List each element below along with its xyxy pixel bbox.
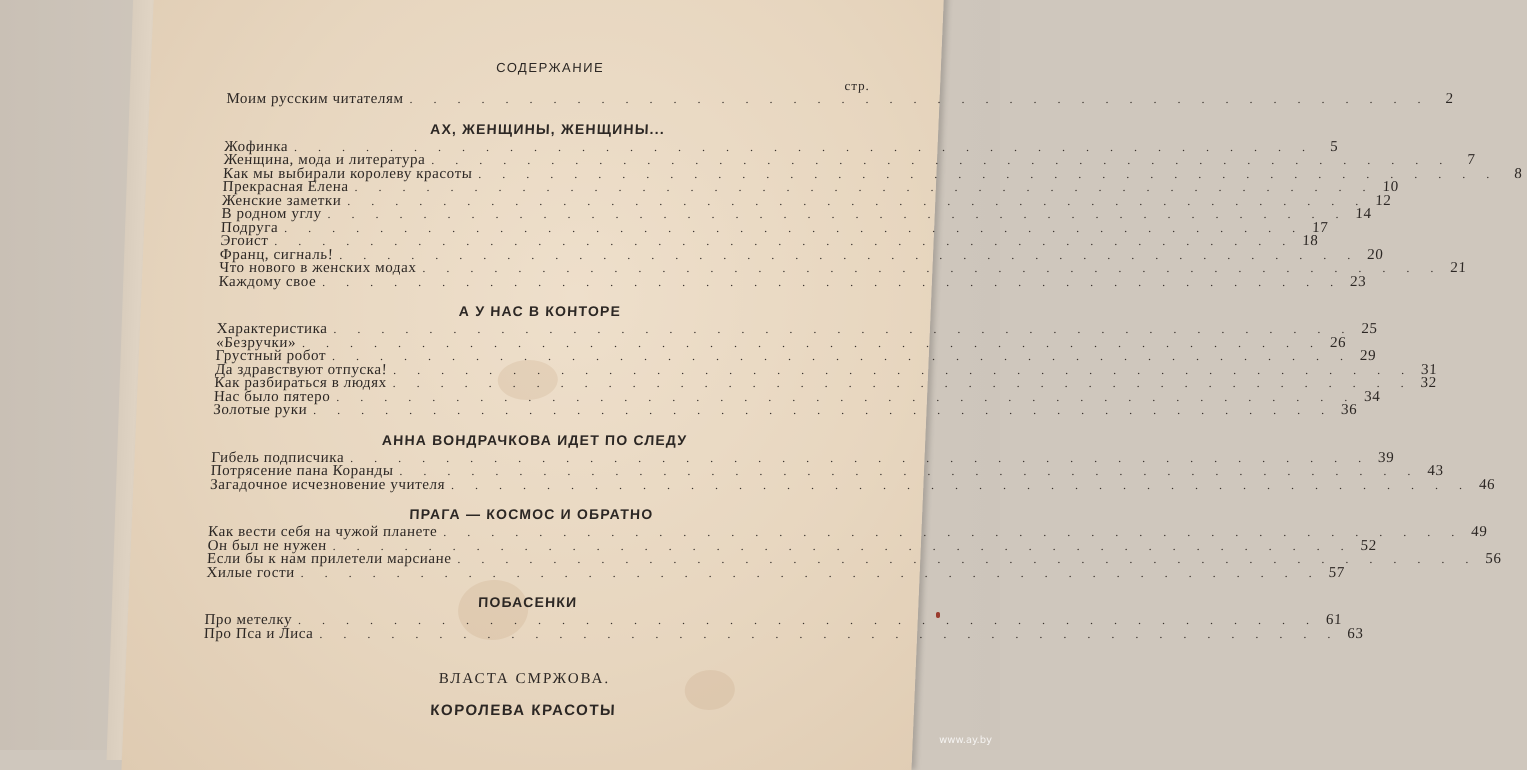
- entry-title: Да здравствуют отпуска!: [214, 361, 388, 378]
- leader-dots: . . . . . . . . . . . . . . . . . . . . . . . . . . . . . . . . . . . . . . . . . . .: [297, 613, 1319, 627]
- toc-heading: СОДЕРЖАНИЕ: [495, 60, 605, 75]
- toc-entry[interactable]: [212, 402, 1358, 418]
- entry-page: 18: [1301, 233, 1319, 249]
- leader-dots: . . . . . . . . . . . . . . . . . . . . . . . . . . . . . . . . . . . . . . . . . . .: [327, 207, 1348, 221]
- entry-title: Нас было пятеро: [213, 388, 331, 405]
- entry-title: В родном углу: [221, 206, 323, 222]
- toc-entry[interactable]: [206, 551, 1502, 567]
- entry-page: 39: [1377, 449, 1395, 466]
- leader-dots: . . . . . . . . . . . . . . . . . . . . . . . . . . . . . . . . . . . . . . . . . . .: [392, 376, 1414, 390]
- entry-page: 29: [1359, 348, 1377, 364]
- entry-page: 49: [1470, 524, 1488, 540]
- leader-dots: . . . . . . . . . . . . . . . . . . . . . . . . . . . . . . . . . . . . . . . . . . .: [399, 464, 1420, 478]
- leader-dots: . . . . . . . . . . . . . . . . . . . . . . . . . . . . . . . . . . . . . . . . . . .: [450, 477, 1472, 492]
- leader-dots: . . . . . . . . . . . . . . . . . . . . . . . . . . . . . . . . . . . . . . . . . . .: [339, 247, 1360, 262]
- entry-title: Про метелку: [204, 612, 293, 628]
- entry-page: 26: [1329, 334, 1347, 351]
- entry-title: Потрясение пана Коранды: [210, 463, 394, 479]
- toc-entry[interactable]: [206, 564, 1346, 581]
- entry-title: Он был не нужен: [207, 537, 328, 554]
- entry-title: Женские заметки: [221, 192, 342, 209]
- leader-dots: . . . . . . . . . . . . . . . . . . . . . . . . . . . . . . . . . . . . . . . . . . .: [274, 234, 1295, 248]
- entry-page: 12: [1374, 192, 1392, 209]
- entry-page: 57: [1328, 564, 1346, 581]
- entry-page: 5: [1329, 138, 1339, 155]
- entry-page: 43: [1427, 463, 1444, 479]
- entry-title: Женщина, мода и литература: [223, 152, 426, 168]
- page-column-label: стр.: [844, 78, 871, 93]
- entry-title: Хилые гости: [206, 564, 296, 581]
- entry-title: Что нового в женских модах: [218, 260, 417, 276]
- leader-dots: . . . . . . . . . . . . . . . . . . . . . . . . . . . . . . . . . . . . . . . . . . .: [431, 153, 1452, 167]
- section-title: А У НАС В КОНТОРЕ: [458, 303, 622, 319]
- leader-dots: . . . . . . . . . . . . . . . . . . . . . . . . . . . . . . . . . . . . . . . . . . .: [478, 166, 1499, 181]
- entry-title: Каждому свое: [218, 273, 317, 290]
- leader-dots: . . . . . . . . . . . . . . . . . . . . . . . . . . . . . . . . . . . . . . . . . . .: [284, 220, 1305, 235]
- entry-page: 56: [1485, 551, 1502, 567]
- leader-dots: . . . . . . . . . . . . . . . . . . . . . . . . . . . . . . . . . . . . . . . . . . .: [336, 389, 1357, 404]
- entry-page: 21: [1449, 260, 1467, 276]
- entry-page: 2: [1445, 91, 1454, 107]
- entry-title: Жофинка: [224, 138, 289, 155]
- entry-page: 7: [1466, 152, 1476, 168]
- leader-dots: . . . . . . . . . . . . . . . . . . . . . . . . . . . . . . . . . . . . . . . . . . .: [333, 322, 1354, 336]
- entry-title: Про Пса и Лиса: [203, 625, 314, 642]
- leader-dots: . . . . . . . . . . . . . . . . . . . . . . . . . . . . . . . . . . . . . . . . . . .: [313, 403, 1334, 417]
- leader-dots: . . . . . . . . . . . . . . . . . . . . . . . . . . . . . . . . . . . . . . . . . . .: [322, 274, 1343, 289]
- toc-sections: [203, 107, 1523, 642]
- entry-page: 52: [1360, 537, 1378, 554]
- section-title: ПРАГА — КОСМОС И ОБРАТНО: [409, 506, 654, 522]
- entry-page: 14: [1355, 206, 1373, 222]
- entry-page: 10: [1382, 179, 1400, 195]
- entry-title: Золотые руки: [212, 402, 308, 418]
- leader-dots: . . . . . . . . . . . . . . . . . . . . . . . . . . . . . . . . . . . . . . . . . . .: [331, 349, 1353, 363]
- entry-title: Характеристика: [216, 321, 328, 337]
- author-name: ВЛАСТА СМРЖОВА.: [438, 671, 611, 687]
- entry-title: Франц, сигналь!: [219, 246, 334, 263]
- entry-page: 61: [1325, 612, 1343, 628]
- entry-title: «Безручки»: [215, 334, 297, 351]
- section-title: АХ, ЖЕНЩИНЫ, ЖЕНЩИНЫ...: [429, 120, 666, 137]
- leader-dots: . . . . . . . . . . . . . . . . . . . . . . . . . . . . . . . . . . . . . . . . . . .: [347, 193, 1368, 208]
- entry-page: 46: [1478, 476, 1496, 493]
- entry-title: Загадочное исчезновение учителя: [209, 476, 446, 493]
- entry-title: Прекрасная Елена: [222, 179, 350, 195]
- entry-page: 25: [1361, 321, 1378, 337]
- entry-page: 17: [1311, 219, 1329, 236]
- leader-dots: . . . . . . . . . . . . . . . . . . . . . . . . . . . . . . . . . . . . . . . . . . .: [354, 180, 1376, 194]
- leader-dots: . . . . . . . . . . . . . . . . . . . . . . . . . . . . . . . . . . . . . . . . . . .: [422, 261, 1443, 275]
- leader-dots: . . . . . . . . . . . . . . . . . . . . . . . . . . . . . . . . . . . . . . . . . . .: [409, 92, 1430, 106]
- leader-dots: . . . . . . . . . . . . . . . . . . . . . . . . . . . . . . . . . . . . . . . . . . .: [301, 335, 1323, 350]
- entry-title: Грустный робот: [215, 348, 327, 364]
- toc-entry[interactable]: [209, 476, 1496, 493]
- entry-page: 32: [1420, 375, 1438, 391]
- watermark: www.ay.by: [939, 735, 992, 746]
- entry-title: Моим русским читателям: [226, 91, 404, 107]
- toc-entry[interactable]: [218, 273, 1367, 290]
- entry-page: 63: [1346, 625, 1364, 642]
- entry-page: 34: [1363, 388, 1381, 405]
- leader-dots: . . . . . . . . . . . . . . . . . . . . . . . . . . . . . . . . . . . . . . . . . . .: [300, 565, 1322, 580]
- toc-entry[interactable]: [213, 388, 1381, 405]
- leader-dots: . . . . . . . . . . . . . . . . . . . . . . . . . . . . . . . . . . . . . . . . . . .: [319, 626, 1340, 641]
- entry-title: Эгоист: [220, 233, 269, 249]
- entry-title: Подруга: [220, 219, 279, 236]
- entry-title: Как вести себя на чужой планете: [207, 524, 438, 540]
- entry-page: 20: [1366, 246, 1384, 263]
- toc-entry[interactable]: [221, 206, 1373, 222]
- toc-entry[interactable]: [220, 219, 1329, 236]
- toc-entry-intro[interactable]: [226, 91, 1454, 107]
- leader-dots: . . . . . . . . . . . . . . . . . . . . . . . . . . . . . . . . . . . . . . . . . . .: [443, 525, 1464, 539]
- entry-page: 23: [1349, 273, 1367, 290]
- leader-dots: . . . . . . . . . . . . . . . . . . . . . . . . . . . . . . . . . . . . . . . . . . .: [293, 139, 1315, 154]
- section-title: АННА ВОНДРАЧКОВА ИДЕТ ПО СЛЕДУ: [381, 431, 688, 448]
- section-title: ПОБАСЕНКИ: [477, 594, 578, 610]
- entry-title: Как мы выбирали королеву красоты: [222, 165, 473, 182]
- leader-dots: . . . . . . . . . . . . . . . . . . . . . . . . . . . . . . . . . . . . . . . . . . .: [392, 362, 1414, 377]
- toc-entry[interactable]: [203, 625, 1364, 642]
- entry-page: 8: [1514, 165, 1523, 182]
- table-of-contents: [200, 60, 1523, 719]
- leader-dots: . . . . . . . . . . . . . . . . . . . . . . . . . . . . . . . . . . . . . . . . . . .: [349, 450, 1371, 465]
- entry-title: Как разбираться в людях: [214, 375, 388, 391]
- entry-page: 31: [1420, 361, 1438, 378]
- toc-entry[interactable]: [216, 321, 1378, 337]
- leader-dots: . . . . . . . . . . . . . . . . . . . . . . . . . . . . . . . . . . . . . . . . . . .: [332, 538, 1354, 553]
- entry-title: Гибель подписчика: [211, 449, 345, 466]
- entry-page: 36: [1340, 402, 1358, 418]
- leader-dots: . . . . . . . . . . . . . . . . . . . . . . . . . . . . . . . . . . . . . . . . . . .: [457, 552, 1478, 566]
- entry-title: Если бы к нам прилетели марсиане: [206, 551, 452, 567]
- book-title: КОРОЛЕВА КРАСОТЫ: [429, 702, 617, 719]
